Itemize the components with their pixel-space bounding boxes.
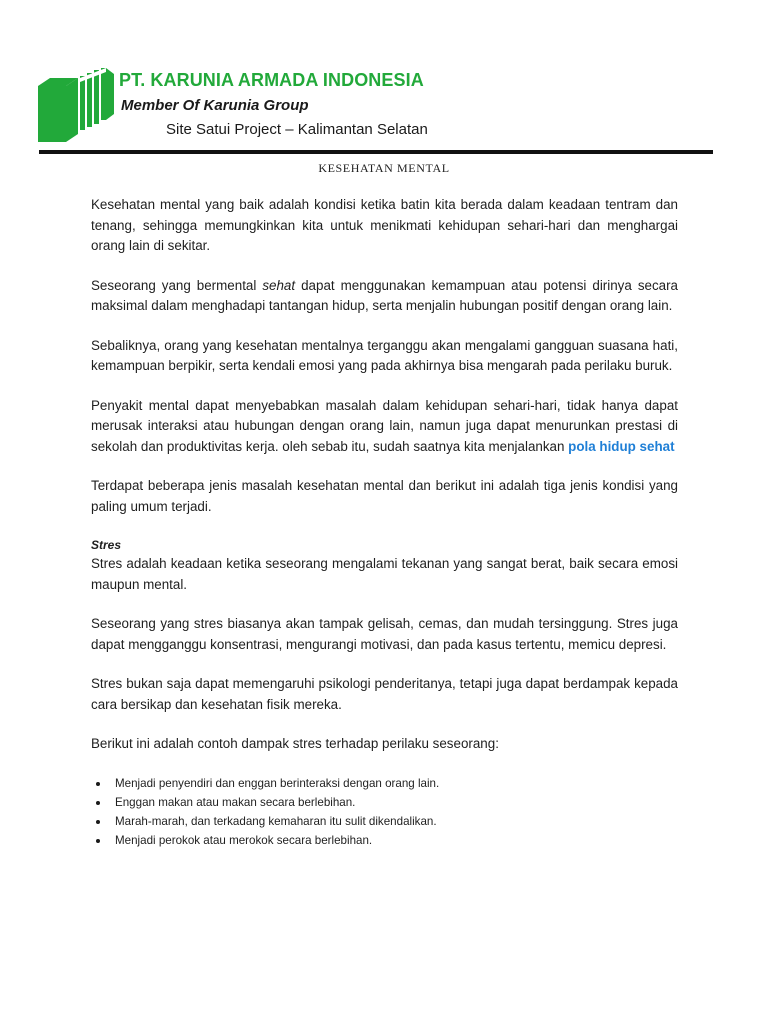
- company-name: PT. KARUNIA ARMADA INDONESIA: [119, 70, 424, 90]
- site-location: Site Satui Project – Kalimantan Selatan: [166, 121, 428, 138]
- paragraph: Stres adalah keadaan ketika seseorang mengalami tekanan yang sangat berat, baik secara emosi maupun mental.: [91, 556, 678, 592]
- header-divider: [39, 150, 713, 154]
- paragraph-text: Penyakit mental dapat menyebabkan masalah dalam kehidupan sehari-hari, tidak hanya dapat merusak interaksi atau hubungan dengan orang lain, namun juga dapat menurunkan prestasi di sekolah dan produktivitas kerja. oleh sebab itu, sudah saatnya kita menjalankan: [91, 397, 678, 454]
- paragraph: [91, 396, 678, 458]
- paragraph: Seseorang yang stres biasanya akan tampak gelisah, cemas, dan mudah tersinggung. Stres juga dapat mengganggu konsentrasi, mengurangi motivasi, dan pada kasus tertentu, memicu depresi.: [91, 616, 678, 652]
- paragraph: Berikut ini adalah contoh dampak stres terhadap perilaku seseorang:: [91, 736, 499, 751]
- paragraph: Stres bukan saja dapat memengaruhi psikologi penderitanya, tetapi juga dapat berdampak kepada cara bersikap dan kesehatan fisik mereka.: [91, 676, 678, 712]
- bullet-list: [91, 774, 678, 850]
- healthy-lifestyle-link[interactable]: pola hidup sehat: [568, 438, 675, 454]
- emphasis-text: sehat: [262, 277, 296, 293]
- paragraph: Sebaliknya, orang yang kesehatan mentalnya terganggu akan mengalami gangguan suasana hati, kemampuan berpikir, serta kendali emosi yang pada akhirnya bisa mengarah pada perilaku buruk.: [91, 337, 678, 373]
- paragraph: Kesehatan mental yang baik adalah kondisi ketika batin kita berada dalam keadaan tentram dan tenang, sehingga memungkinkan kita untuk menikmati kehidupan sehari-hari dan menghargai orang lain di sekitar.: [91, 197, 678, 253]
- document-title: KESEHATAN MENTAL: [318, 161, 450, 175]
- paragraph: Terdapat beberapa jenis masalah kesehatan mental dan berikut ini adalah tiga jenis kondisi yang paling umum terjadi.: [91, 478, 678, 514]
- list-item: Enggan makan atau makan secara berlebihan.: [115, 793, 678, 812]
- document-header: [0, 0, 768, 160]
- company-logo-icon: [36, 68, 116, 142]
- paragraph: [91, 276, 678, 317]
- list-item: Menjadi penyendiri dan enggan berinteraksi dengan orang lain.: [115, 774, 678, 793]
- list-item: Menjadi perokok atau merokok secara berlebihan.: [115, 831, 678, 850]
- list-item: Marah-marah, dan terkadang kemaharan itu sulit dikendalikan.: [115, 812, 678, 831]
- company-group: Member Of Karunia Group: [121, 97, 309, 114]
- paragraph-text: Seseorang yang bermental: [91, 277, 263, 293]
- section-heading: Stres: [91, 538, 122, 552]
- paragraph-text: dapat menggunakan kemampuan atau potensi dirinya secara maksimal dalam menghadapi tantangan hidup, serta menjalin hubungan positif dengan orang lain.: [91, 277, 679, 313]
- document-body: [91, 195, 678, 850]
